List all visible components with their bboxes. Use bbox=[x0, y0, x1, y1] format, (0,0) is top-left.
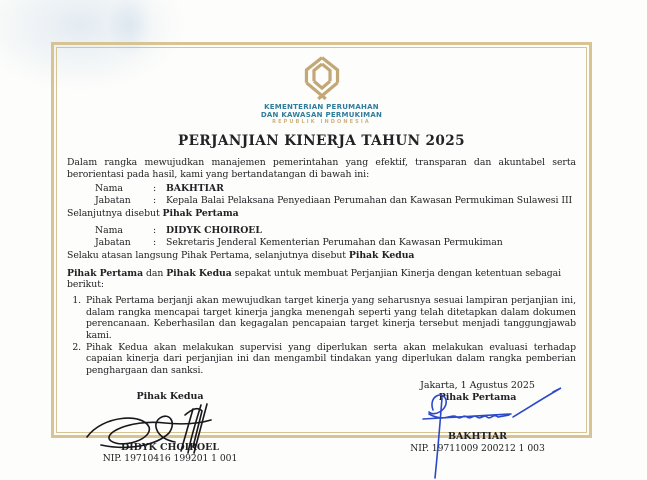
ministry-housing-emblem-icon bbox=[295, 56, 349, 101]
jabatan-label: Jabatan bbox=[95, 237, 131, 249]
signature-block-pihak-pertama bbox=[375, 380, 580, 455]
ministry-name-line2: DAN KAWASAN PERMUKIMAN bbox=[260, 111, 383, 120]
agreement-term-1: 1. Pihak Pertama berjanji akan mewujudkan target kinerja yang seharusnya sesuai lampiran perjanjian ini, dalam rangka mencapai target kinerja jangka menengah seperti yang telah ditetapkan dalam dokumen perencanaan. Keberhasilan dan kegagalan pencapaian target kinerja tersebut menjadi tanggungjawab kami. bbox=[84, 295, 576, 342]
role-label-pihak-pertama: Pihak Pertama bbox=[438, 391, 517, 403]
signatory-nip: NIP. 19710416 199201 1 001 bbox=[102, 453, 238, 465]
nama-value: DIDYK CHOIROEL bbox=[166, 225, 262, 237]
lead-rest: sepakat untuk membuat Perjanjian Kinerja dengan ketentuan sebagai berikut: bbox=[67, 267, 562, 291]
jabatan-label: Jabatan bbox=[95, 195, 131, 207]
colon: : bbox=[153, 225, 157, 237]
nama-label: Nama bbox=[95, 183, 123, 195]
jabatan-value: Sekretaris Jenderal Kementerian Perumahan dan Kawasan Permukiman bbox=[166, 237, 503, 249]
party-first-block bbox=[95, 183, 576, 206]
signatory-name: BAKHTIAR bbox=[447, 431, 507, 443]
lead-mid: dan bbox=[143, 267, 167, 279]
party-second-block bbox=[95, 225, 576, 248]
certificate-border bbox=[51, 42, 592, 465]
agreement-term-2: 2. Pihak Kedua akan melakukan supervisi yang diperlukan serta akan melakukan evaluasi terhadap capaian kinerja dari perjanjian ini dan mengambil tindakan yang diperlukan dalam rangka pemberian penghargaan dan sanksi. bbox=[84, 342, 576, 377]
ministry-name-line1: KEMENTERIAN PERUMAHAN bbox=[264, 103, 379, 111]
nama-value: BAKHTIAR bbox=[166, 183, 224, 195]
field-row-jabatan-first bbox=[95, 195, 576, 207]
field-row-nama-second bbox=[95, 225, 576, 237]
document-title: PERJANJIAN KINERJA TAHUN 2025 bbox=[178, 132, 465, 149]
nama-label: Nama bbox=[95, 225, 123, 237]
lead-bold-pihak-pertama: Pihak Pertama bbox=[67, 267, 144, 279]
signatory-nip: NIP. 19711009 200212 1 003 bbox=[410, 442, 545, 454]
party-second-designation: Pihak Kedua bbox=[348, 249, 415, 261]
agreement-terms-list bbox=[67, 295, 576, 377]
colon: : bbox=[153, 195, 157, 207]
certificate-border-inner bbox=[56, 47, 587, 465]
party-first-closing bbox=[67, 208, 576, 220]
document-header bbox=[67, 56, 576, 149]
signature-space bbox=[375, 403, 580, 431]
signing-section bbox=[67, 380, 576, 478]
intro-paragraph: Dalam rangka mewujudkan manajemen pemerintahan yang efektif, transparan dan akuntabel serta berorientasi pada hasil, kami yang bertandatangan di bawah ini: bbox=[67, 156, 576, 180]
ministry-name-line3: REPUBLIK INDONESIA bbox=[272, 119, 371, 126]
signature-space bbox=[75, 403, 265, 442]
field-row-nama-first bbox=[95, 183, 576, 195]
signature-block-pihak-kedua bbox=[75, 391, 265, 465]
place-and-date: Jakarta, 1 Agustus 2025 bbox=[420, 379, 535, 391]
document-content bbox=[57, 48, 586, 465]
role-label-pihak-kedua: Pihak Kedua bbox=[136, 390, 204, 402]
field-row-jabatan-second bbox=[95, 237, 576, 249]
party-first-designation: Pihak Pertama bbox=[162, 207, 239, 219]
closing-prefix: Selanjutnya disebut bbox=[67, 207, 163, 219]
closing-prefix: Selaku atasan langsung Pihak Pertama, selanjutnya disebut bbox=[67, 249, 349, 261]
colon: : bbox=[153, 237, 157, 249]
agreement-lead bbox=[67, 268, 576, 291]
jabatan-value: Kepala Balai Pelaksana Penyediaan Perumahan dan Kawasan Permukiman Sulawesi III bbox=[166, 195, 573, 207]
party-second-closing bbox=[67, 250, 576, 262]
lead-bold-pihak-kedua: Pihak Kedua bbox=[166, 267, 232, 279]
signatory-name: DIDYK CHOIROEL bbox=[121, 441, 219, 453]
colon: : bbox=[153, 183, 157, 195]
